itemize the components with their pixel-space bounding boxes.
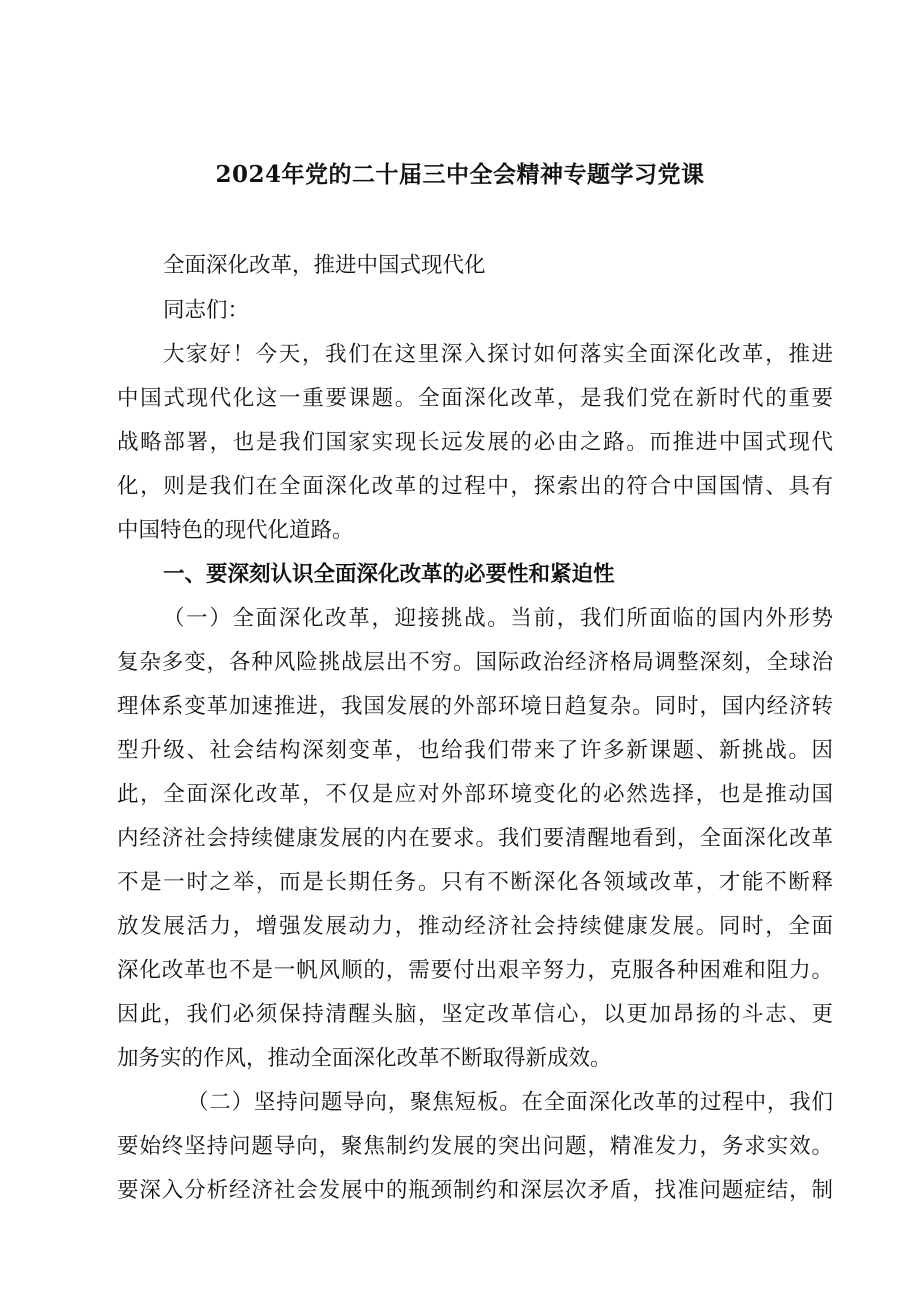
paragraph-line: （二）坚持问题导向，聚焦短板。在全面深化改革的过程中，我们	[187, 1090, 833, 1115]
intro-line: 战略部署，也是我们国家实现长远发展的必由之路。而推进中国式现代	[117, 430, 833, 455]
paragraph-line: 放发展活力，增强发展动力，推动经济社会持续健康发展。同时，全面	[117, 914, 833, 939]
section-heading: 一、要深刻认识全面深化改革的必要性和紧迫性	[163, 562, 615, 587]
paragraph-line: 复杂多变，各种风险挑战层出不穷。国际政治经济格局调整深刻，全球治	[117, 650, 833, 675]
paragraph-line: 理体系变革加速推进，我国发展的外部环境日趋复杂。同时，国内经济转	[117, 694, 833, 719]
paragraph-line: （一）全面深化改革，迎接挑战。当前，我们所面临的国内外形势	[163, 606, 833, 631]
intro-line: 中国式现代化这一重要课题。全面深化改革，是我们党在新时代的重要	[117, 386, 833, 411]
paragraph-line: 型升级、社会结构深刻变革，也给我们带来了许多新课题、新挑战。因	[117, 738, 833, 763]
paragraph-line: 要始终坚持问题导向，聚焦制约发展的突出问题，精准发力，务求实效。	[117, 1134, 833, 1159]
paragraph-line: 加务实的作风，推动全面深化改革不断取得新成效。	[117, 1046, 612, 1071]
salutation: 同志们：	[163, 298, 250, 323]
intro-line: 大家好！今天，我们在这里深入探讨如何落实全面深化改革，推进	[163, 342, 833, 367]
intro-line: 中国特色的现代化道路。	[117, 518, 354, 543]
paragraph-line: 因此，我们必须保持清醒头脑，坚定改革信心，以更加昂扬的斗志、更	[117, 1002, 833, 1027]
subtitle: 全面深化改革，推进中国式现代化	[163, 253, 486, 278]
paragraph-line: 深化改革也不是一帆风顺的，需要付出艰辛努力，克服各种困难和阻力。	[117, 958, 833, 983]
paragraph-line: 要深入分析经济社会发展中的瓶颈制约和深层次矛盾，找准问题症结，制	[117, 1178, 833, 1203]
document-title: 2024年党的二十届三中全会精神专题学习党课	[215, 161, 705, 188]
paragraph-line: 内经济社会持续健康发展的内在要求。我们要清醒地看到，全面深化改革	[117, 826, 833, 851]
paragraph-line: 不是一时之举，而是长期任务。只有不断深化各领域改革，才能不断释	[117, 870, 833, 895]
paragraph-line: 此，全面深化改革，不仅是应对外部环境变化的必然选择，也是推动国	[117, 782, 833, 807]
intro-line: 化，则是我们在全面深化改革的过程中，探索出的符合中国国情、具有	[117, 474, 833, 499]
